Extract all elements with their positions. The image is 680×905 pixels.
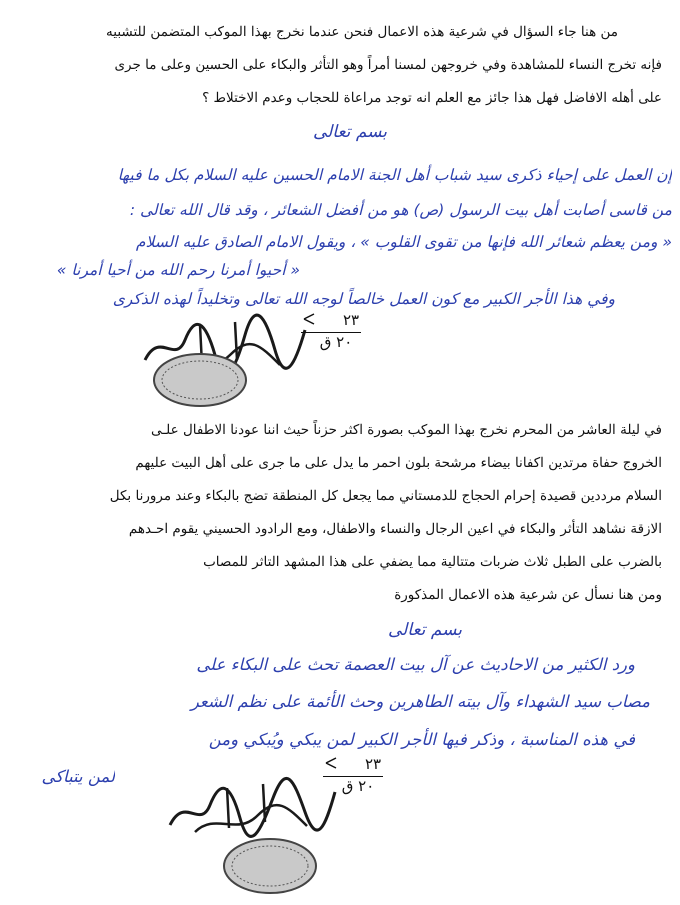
question-2-line: الخروج حفاة مرتدين اكفانا بيضاء مرشحة بلون احمر ما يدل على ما جرى على أهل البيت عليهم xyxy=(135,455,662,471)
date-month: ٢٠ ق xyxy=(319,333,353,351)
answer-2-line: لمن يتباكى xyxy=(41,767,115,786)
answer-1-line: من قاسى أصابت أهل بيت الرسول (ص) هو من أفضل الشعائر ، وقد قال الله تعالى : xyxy=(129,201,672,219)
question-1-line: من هنا جاء السؤال في شرعية هذه الاعمال فنحن عندما نخرج بهذا الموكب المتضمن للتشبيه xyxy=(106,24,618,40)
question-2-line: بالضرب على الطبل ثلاث ضربات متتالية مما يضفي على هذا المشهد التاثر للمصاب xyxy=(203,554,662,570)
answer-2-line: ورد الكثير من الاحاديث عن آل بيت العصمة تحث على البكاء على xyxy=(196,655,635,674)
date-day: ٢٣ xyxy=(364,756,382,772)
question-2-line: الازقة نشاهد التأثر والبكاء في اعين الرجال والنساء والاطفال، ومع الرادود الحسيني يقوم احـدهم xyxy=(128,521,662,537)
answer-2-date xyxy=(318,756,388,795)
answer-1-line: « أحيوا أمرنا رحم الله من أحيا أمرنا » xyxy=(56,261,300,279)
answer-2-line: في هذه المناسبة ، وذكر فيها الأجر الكبير لمن يبكي ويُبكي ومن xyxy=(208,730,635,749)
date-day: ٢٣ xyxy=(342,312,360,328)
question-2-line: السلام مرددين قصيدة إحرام الحجاج للدمستاني مما يجعل كل المنطقة تضج بالبكاء وعند مرورنا بكل xyxy=(109,488,662,504)
answer-1-line: إن العمل على إحياء ذكرى سيد شباب أهل الجنة الامام الحسين عليه السلام بكل ما فيها xyxy=(117,166,672,184)
seal-stamp-icon xyxy=(220,835,320,897)
answer-1-line: « ومن يعظم شعائر الله فإنها من تقوى القلوب » ، ويقول الامام الصادق عليه السلام xyxy=(135,233,672,251)
question-2-line: في ليلة العاشر من المحرم نخرج بهذا الموكب بصورة اكثر حزناً حيث اننا عودنا الاطفال علـى xyxy=(150,422,662,438)
answer-1-heading: بسم تعالى xyxy=(312,122,388,142)
question-2-line: ومن هنا نسأل عن شرعية هذه الاعمال المذكورة xyxy=(394,587,662,603)
question-1-line: فإنه تخرج النساء للمشاهدة وفي خروجهن لمسنا أمراً وهو التأثر والبكاء على الحسين وعلى ما جرى xyxy=(114,57,662,73)
date-month: ٢٠ ق xyxy=(341,777,375,795)
signature-icon xyxy=(165,770,340,840)
answer-1-date xyxy=(296,312,366,351)
answer-2-heading: بسم تعالى xyxy=(387,620,463,640)
seal-stamp-icon xyxy=(150,350,250,410)
answer-2-line: مصاب سيد الشهداء وآل بيته الطاهرين وحث الأئمة على نظم الشعر xyxy=(190,692,650,711)
question-1-line: على أهله الافاضل فهل هذا جائز مع العلم انه توجد مراعاة للحجاب وعدم الاختلاط ؟ xyxy=(202,90,662,106)
answer-1-line: وفي هذا الأجر الكبير مع كون العمل خالصاً لوجه الله تعالى وتخليداً لهذه الذكرى xyxy=(112,290,615,308)
